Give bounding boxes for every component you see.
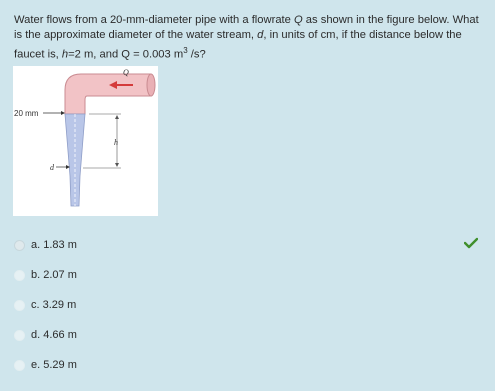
- option-c[interactable]: [14, 290, 484, 320]
- option-b[interactable]: [14, 260, 484, 290]
- option-a-label: a. 1.83 m: [31, 239, 77, 251]
- faucet-figure: [13, 66, 158, 216]
- option-b-label: b. 2.07 m: [31, 269, 77, 281]
- radio-b[interactable]: [14, 270, 25, 281]
- answer-options: [14, 230, 484, 380]
- option-a[interactable]: [14, 230, 484, 260]
- label-h: h: [114, 138, 118, 147]
- option-e[interactable]: [14, 350, 484, 380]
- radio-c[interactable]: [14, 300, 25, 311]
- check-icon: [464, 237, 478, 249]
- label-d: d: [50, 163, 54, 172]
- label-q: Q: [123, 68, 129, 77]
- option-d[interactable]: [14, 320, 484, 350]
- pipe: [65, 74, 151, 114]
- option-e-label: e. 5.29 m: [31, 359, 77, 371]
- option-c-label: c. 3.29 m: [31, 299, 77, 311]
- option-d-label: d. 4.66 m: [31, 329, 77, 341]
- question-text: Water flows from a 20-mm-diameter pipe with a flowrate Q as shown in the figure below. What is the approximate diameter of the water stream, d, in units of cm, if the distance below the faucet is, h=2 m, and Q = 0.003 $m^3$ /s?: [14, 14, 479, 61]
- label-diameter: 20 mm: [14, 109, 39, 118]
- faucet-diagram: [13, 66, 158, 216]
- radio-e[interactable]: [14, 360, 25, 371]
- radio-d[interactable]: [14, 330, 25, 341]
- radio-a[interactable]: [14, 240, 25, 251]
